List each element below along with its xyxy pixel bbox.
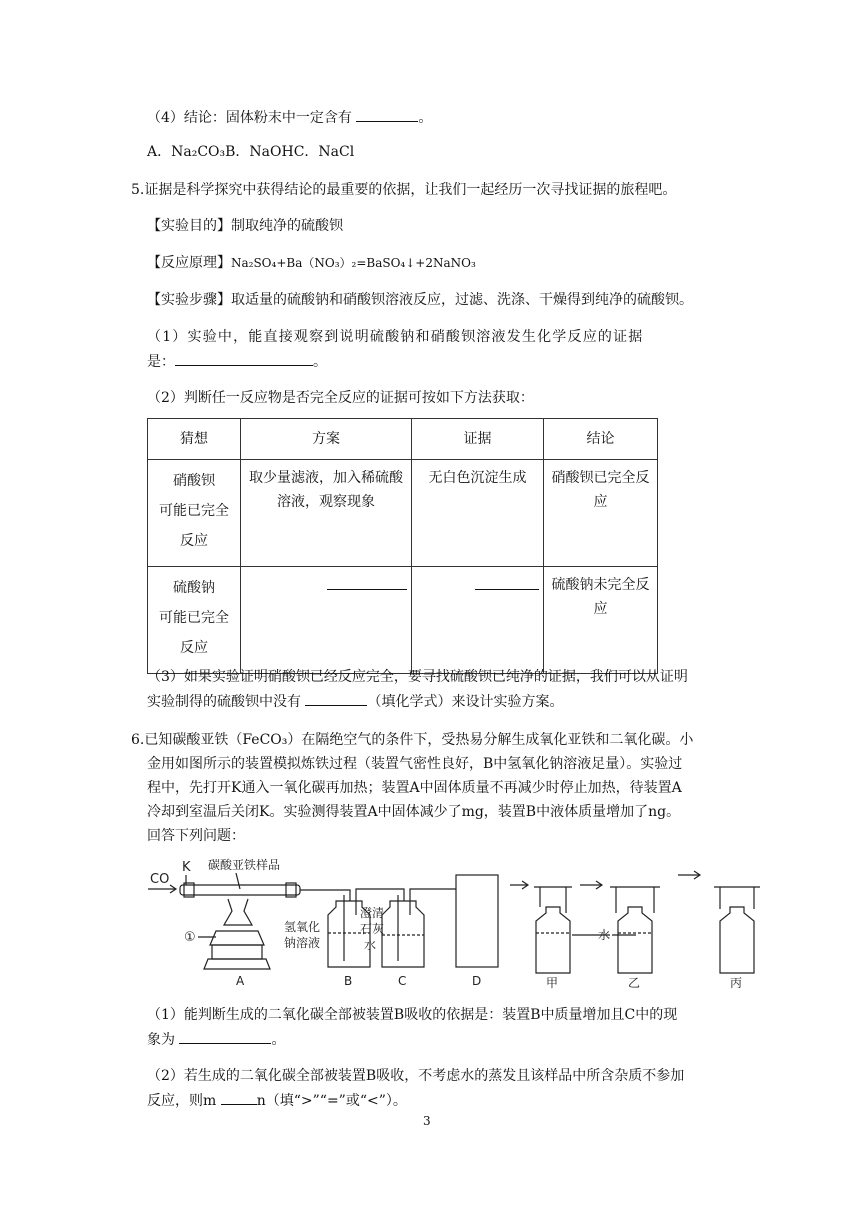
fig-label-bing: 丙 (730, 976, 743, 990)
row2-evidence-blank[interactable] (475, 573, 539, 590)
q6-sub2-blank[interactable] (221, 1090, 257, 1105)
fig-naoh-a: 氢氧化 (284, 920, 321, 934)
fig-lime-c: 水 (364, 938, 377, 952)
burner (224, 899, 252, 925)
fig-label-jia: 甲 (546, 976, 559, 990)
q6-sub1-blank[interactable] (179, 1029, 271, 1044)
row2-plan[interactable] (241, 567, 412, 674)
page-number: 3 (423, 1114, 431, 1128)
tube-a (180, 885, 300, 895)
q5-sub1-blank[interactable] (175, 351, 313, 366)
fig-label-a: A (236, 974, 245, 988)
fig-water-label: 水 (598, 928, 611, 942)
q5-steps: 【实验步骤】取适量的硫酸钠和硝酸钡溶液反应，过滤、洗涤、干燥得到纯净的硫酸钡。 (147, 292, 693, 308)
table-header-row (148, 419, 658, 460)
row2-conclusion: 硫酸钠未完全反应 (544, 567, 658, 674)
row1-evidence: 无白色沉淀生成 (412, 460, 544, 567)
q4-stem (147, 107, 432, 128)
bottle-bing (720, 907, 754, 973)
bottle-jia (536, 907, 570, 973)
q5-sub1-prefix: 是： (147, 354, 175, 370)
row1-plan: 取少量滤液，加入稀硫酸溶液，观察现象 (241, 460, 412, 567)
q6-sub1-prefix: 象为 (147, 1032, 180, 1048)
fig-lime-b: 石灰 (360, 922, 385, 936)
fig-sample-label: 碳酸亚铁样品 (208, 858, 281, 872)
row1-guess-a: 硝酸钡 (173, 473, 215, 489)
fig-k-label: K (182, 860, 191, 875)
q6-sub1-line2 (147, 1029, 285, 1050)
row2-guess-a: 硫酸钠 (173, 580, 215, 596)
q4-end: 。 (418, 110, 433, 126)
q5-sub3-line1: （3）如果实验证明硝酸钡已经反应完全，要寻找硫酸钡已纯净的证据，我们可以从证明 (147, 669, 688, 685)
fig-co-label: CO (150, 872, 170, 887)
q4-options: A．Na₂CO₃B．NaOHC．NaCl (147, 144, 355, 160)
row2-guess-b: 可能已完全 (159, 610, 229, 626)
table-row (148, 567, 658, 674)
fig-circle1: ① (184, 930, 196, 945)
q5-sub1-line1: （1）实验中，能直接观察到说明硫酸钠和硝酸钡溶液发生化学反应的证据 (147, 329, 644, 345)
q6-sub2-prefix: 反应，则m (147, 1093, 221, 1109)
row2-guess-c: 反应 (180, 640, 208, 656)
q5-sub3-line2 (147, 691, 563, 712)
q5-sub3-blank[interactable] (305, 691, 367, 706)
q6-line4: 冷却到室温后关闭K。实验测得装置A中固体减少了mg，装置B中液体质量增加了ng。 (147, 804, 681, 820)
q6-sub2-line2 (147, 1090, 407, 1111)
apparatus-figure (140, 855, 780, 990)
fig-label-b: B (344, 974, 353, 988)
q5-sub1-line2 (147, 351, 327, 372)
q6-line3: 程中，先打开K通入一氧化碳再加热；装置A中固体质量不再减少时停止加热，待装置A (147, 780, 682, 796)
row1-guess-c: 反应 (180, 533, 208, 549)
q5-sub2: （2）判断任一反应物是否完全反应的证据可按如下方法获取： (147, 390, 534, 406)
header-plan: 方案 (241, 419, 412, 460)
header-guess: 猜想 (148, 419, 241, 460)
q5-sub3-prefix: 实验制得的硫酸钡中没有 (147, 694, 306, 710)
table-row (148, 460, 658, 567)
q5-sub1-end: 。 (313, 354, 327, 370)
q5-goal: 【实验目的】制取纯净的硫酸钡 (147, 218, 343, 234)
q6-line1: 6.已知碳酸亚铁（FeCO₃）在隔绝空气的条件下，受热易分解生成氧化亚铁和二氧化碳。小 (131, 732, 694, 748)
fig-label-c: C (398, 974, 407, 988)
q6-sub1-end: 。 (271, 1032, 286, 1048)
experiment-table (147, 418, 658, 674)
q5-principle-equation: Na₂SO₄+Ba（NO₃）₂=BaSO₄↓+2NaNO₃ (231, 256, 476, 270)
row1-guess-b: 可能已完全 (159, 503, 229, 519)
q5-principle (147, 253, 476, 273)
q6-sub1-line1: （1）能判断生成的二氧化碳全部被装置B吸收的依据是：装置B中质量增加且C中的现 (147, 1007, 678, 1023)
row2-plan-blank[interactable] (327, 573, 407, 590)
q5-principle-label: 【反应原理】 (147, 255, 231, 271)
row2-evidence[interactable] (412, 567, 544, 674)
q6-line2: 金用如图所示的装置模拟炼铁过程（装置气密性良好，B中氢氧化钠溶液足量）。实验过 (147, 756, 683, 772)
q5-sub3-suffix: （填化学式）来设计实验方案。 (367, 694, 564, 710)
q4-stem-text: （4）结论：固体粉末中一定含有 (147, 110, 357, 126)
row2-guess (148, 567, 241, 674)
fig-lime-a: 澄清 (360, 906, 385, 920)
fig-naoh-b: 钠溶液 (284, 936, 321, 950)
fig-label-d: D (472, 974, 482, 988)
bottle-c (382, 901, 424, 967)
q6-sub2-suffix: n（填“>”“=”或“<”）。 (256, 1093, 407, 1109)
q6-line5: 回答下列问题： (147, 828, 245, 844)
row1-guess (148, 460, 241, 567)
bottle-yi (618, 907, 652, 973)
q5-title: 5.证据是科学探究中获得结论的最重要的依据，让我们一起经历一次寻找证据的旅程吧。 (131, 182, 677, 198)
header-evidence: 证据 (412, 419, 544, 460)
fig-label-yi: 乙 (628, 976, 641, 990)
q4-blank[interactable] (356, 107, 418, 122)
box-d (456, 875, 498, 967)
q6-sub2-line1: （2）若生成的二氧化碳全部被装置B吸收，不考虑水的蒸发且该样品中所含杂质不参加 (147, 1068, 685, 1084)
row1-conclusion: 硝酸钡已完全反应 (544, 460, 658, 567)
header-conclusion: 结论 (544, 419, 658, 460)
